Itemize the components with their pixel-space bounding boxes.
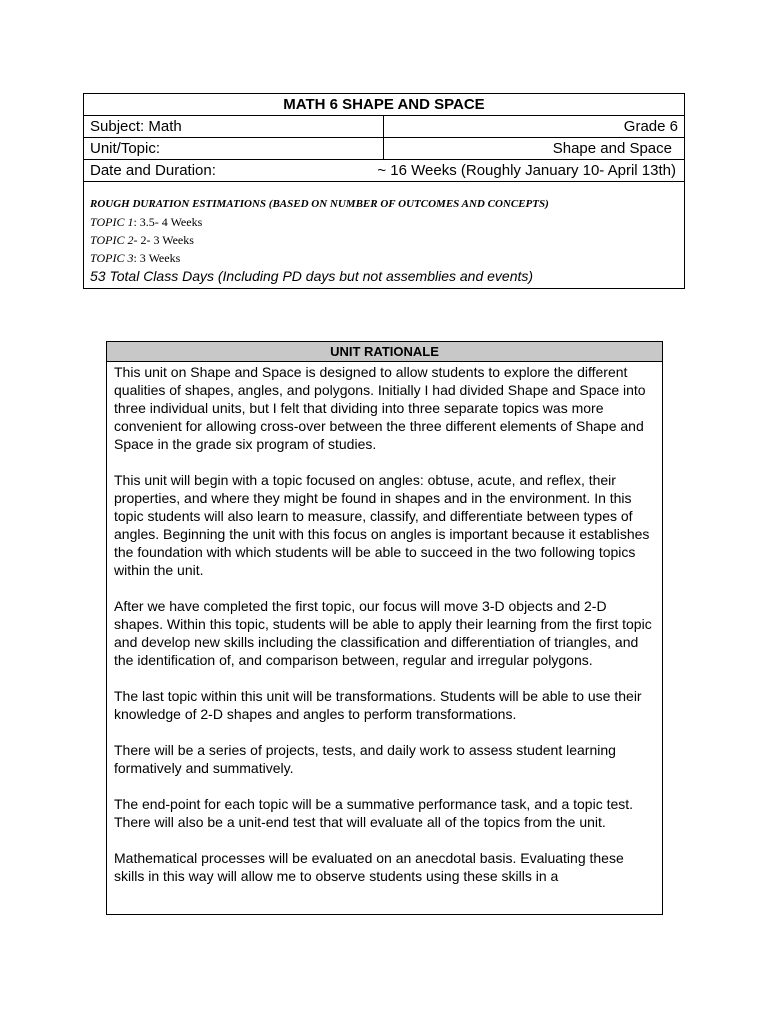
unit-topic-label: Unit/Topic:: [84, 138, 384, 159]
topic-estimate-1: [90, 213, 549, 231]
duration-estimations: [84, 182, 555, 288]
topic-duration: : 3.5- 4 Weeks: [133, 215, 203, 229]
topic-label: TOPIC 1: [90, 215, 134, 229]
unit-header-table: [83, 93, 685, 289]
unit-rationale-box: [106, 341, 663, 915]
subject-cell: Subject: Math: [84, 116, 384, 137]
date-duration-value: ~ 16 Weeks (Roughly January 10- April 13th): [377, 162, 676, 179]
topic-duration: - 2- 3 Weeks: [133, 233, 194, 247]
estimation-row: [84, 182, 684, 288]
unit-title: MATH 6 SHAPE AND SPACE: [283, 96, 485, 113]
rationale-paragraph: After we have completed the first topic, our focus will move 3-D objects and 2-D shapes. Within this topic, students will be able to apply their learning from the first topic and develop new skills including the classification and differentiation of triangles, and the identification of, and comparison between, regular and irregular polygons.: [114, 598, 652, 668]
unit-topic-row: [84, 138, 684, 160]
unit-rationale-heading: UNIT RATIONALE: [107, 342, 662, 362]
rationale-paragraph: The end-point for each topic will be a summative performance task, and a topic test. There will also be a unit-end test that will evaluate all of the topics from the unit.: [114, 796, 634, 830]
rationale-paragraph: This unit on Shape and Space is designed to allow students to explore the different qualities of shapes, angles, and polygons. Initially I had divided Shape and Space into three individual units, but I felt that dividing into three separate topics was more convenient for allowing cross-over between the three different elements of Shape and Space in the grade six program of studies.: [114, 364, 646, 452]
topic-label: TOPIC 3: [90, 251, 134, 265]
rationale-paragraph: This unit will begin with a topic focused on angles: obtuse, acute, and reflex, their properties, and where they might be found in shapes and in the environment. In this topic students will also learn to measure, classify, and differentiate between types of angles. Beginning the unit with this focus on angles is important because it establishes the foundation with which students will be able to succeed in the two following topics within the unit.: [114, 472, 650, 578]
topic-estimate-3: [90, 249, 549, 267]
topic-estimate-2: [90, 231, 549, 249]
unit-rationale-body: [107, 362, 662, 885]
unit-title-row: [84, 94, 684, 116]
date-duration-label: Date and Duration:: [90, 162, 216, 179]
rationale-paragraph: The last topic within this unit will be transformations. Students will be able to use their knowledge of 2-D shapes and angles to perform transformations.: [114, 688, 642, 722]
grade-cell: Grade 6: [623, 118, 678, 135]
subject-row: [84, 116, 684, 138]
rationale-paragraph: There will be a series of projects, tests, and daily work to assess student learning formatively and summatively.: [114, 742, 616, 776]
date-duration-row: [84, 160, 684, 182]
topic-label: TOPIC 2: [90, 233, 134, 247]
estimations-heading: ROUGH DURATION ESTIMATIONS (BASED ON NUMBER OF OUTCOMES AND CONCEPTS): [90, 198, 549, 210]
total-class-days: 53 Total Class Days (Including PD days but not assemblies and events): [90, 268, 534, 284]
unit-topic-value: Shape and Space: [552, 140, 672, 157]
rationale-paragraph: Mathematical processes will be evaluated on an anecdotal basis. Evaluating these skills in this way will allow me to observe students using these skills in a: [114, 850, 624, 884]
topic-duration: : 3 Weeks: [133, 251, 181, 265]
